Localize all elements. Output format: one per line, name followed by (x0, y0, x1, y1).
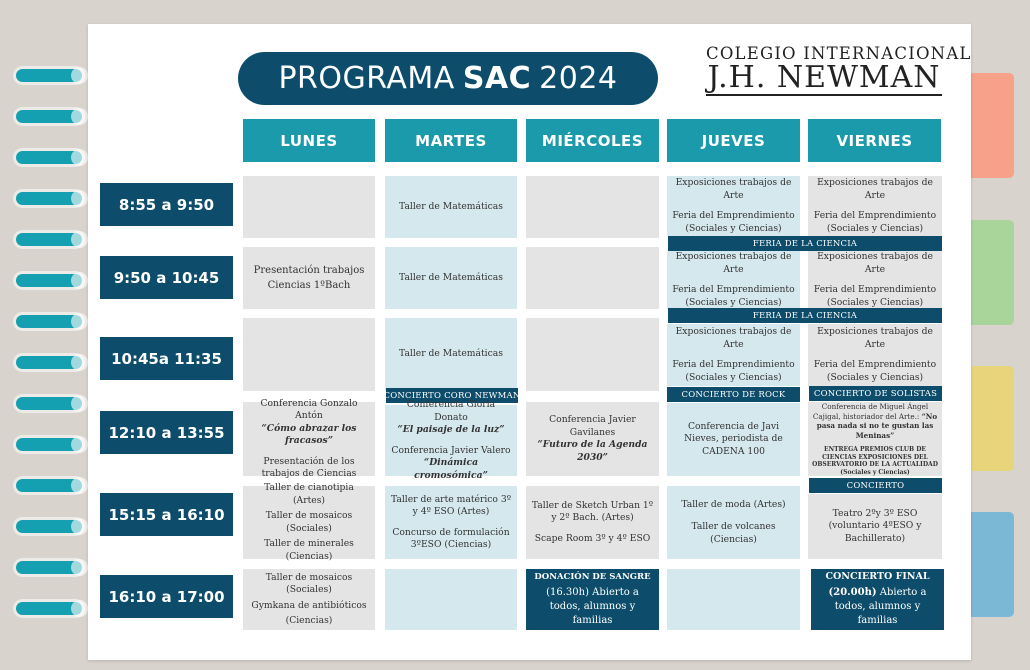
time-slot-1: 8:55 a 9:50 (100, 183, 233, 226)
banner-concierto-solistas: CONCIERTO DE SOLISTAS (809, 386, 942, 401)
time-slot-5: 15:15 a 16:10 (100, 493, 233, 536)
binding-ring (16, 397, 82, 410)
cell-text: Presentación de los trabajos de Ciencias (261, 455, 357, 479)
cell-text: Exposiciones trabajos de Arte (675, 251, 792, 275)
cell-text: Conferencia de Javi Nieves, periodista de CADENA 100 (684, 420, 783, 457)
binding-ring (16, 274, 82, 287)
binding-ring (16, 110, 82, 123)
side-tab-yellow (971, 366, 1014, 471)
cell-martes-2 (385, 247, 517, 309)
cell-text: “El paisaje de la luz” (397, 424, 505, 435)
cell-text: Feria del Emprendimiento (Sociales y Ciencias) (672, 359, 795, 383)
cell-text: Teatro 2ºy 3º ESO (voluntario 4ºESO y Bachillerato) (828, 507, 922, 544)
side-tab-blue (971, 512, 1014, 617)
cell-text: “Futuro de la Agenda 2030” (537, 439, 648, 463)
time-slot-4: 12:10 a 13:55 (100, 411, 233, 454)
school-logo (706, 44, 972, 96)
cell-viernes-1 (808, 176, 942, 236)
logo-line1: COLEGIO INTERNACIONAL (706, 44, 972, 63)
cell-text: Taller de cianotipia (Artes) (264, 482, 354, 506)
cell-viernes-3 (808, 324, 942, 386)
cell-lunes-4 (243, 397, 375, 479)
cell-text: (Ciencias) (285, 615, 333, 626)
cell-text: Taller de minerales (Ciencias) (264, 538, 354, 562)
day-header-lunes: LUNES (243, 119, 375, 162)
day-header-viernes: VIERNES (808, 119, 941, 162)
cell-text: Taller de mosaicos (Sociales) (265, 571, 353, 595)
time-slot-6: 16:10 a 17:00 (100, 575, 233, 618)
cell-text: “Cómo abrazar los fracasos” (261, 422, 357, 446)
cell-jueves-6 (667, 569, 800, 630)
cell-text (812, 402, 938, 440)
binding-ring (16, 479, 82, 492)
cell-text: Feria del Emprendimiento (Sociales y Ciencias) (672, 284, 795, 308)
cell-lunes-3 (243, 318, 375, 391)
cell-text: Taller de arte matérico 3º y 4º ESO (Artes) (390, 493, 512, 517)
binding-ring (16, 151, 82, 164)
title-year: 2024 (539, 61, 618, 96)
cell-jueves-5 (667, 486, 800, 559)
cell-viernes-2 (808, 251, 942, 309)
binding-ring (16, 356, 82, 369)
cell-text: Feria del Emprendimiento (Sociales y Ciencias) (672, 210, 795, 234)
binding-ring (16, 438, 82, 451)
cell-text: Exposiciones trabajos de Arte (675, 177, 792, 201)
day-header-jueves: JUEVES (667, 119, 800, 162)
cell-miercoles-4 (526, 402, 659, 476)
cell-lunes-6 (243, 569, 375, 630)
binding-ring (16, 520, 82, 533)
cell-text: Feria del Emprendimiento (Sociales y Ciencias) (813, 359, 937, 383)
day-header-miercoles: MIÉRCOLES (526, 119, 659, 162)
cell-text: CONCIERTO FINAL (825, 571, 930, 583)
binding-ring (16, 561, 82, 574)
cell-text: Conferencia Javier Valero (391, 444, 511, 456)
cell-text: (16.30h) Abierto a todos, alumnos y familias (546, 586, 639, 626)
cell-text: ENTREGA PREMIOS CLUB DE CIENCIAS EXPOSICIONES DEL OBSERVATORIO DE LA ACTUALIDAD (Sociales y Ciencias) (812, 446, 938, 476)
side-tab-green (971, 220, 1014, 325)
cell-text: (20.00h) (828, 586, 877, 598)
cell-text: Gymkana de antibióticos (251, 599, 367, 611)
binding-ring (16, 315, 82, 328)
cell-text: Conferencia Javier Gavilanes (549, 414, 636, 438)
cell-martes-3 (385, 318, 517, 391)
binding-ring (16, 233, 82, 246)
cell-miercoles-6 (526, 569, 659, 630)
banner-concierto-coro: CONCIERTO CORO NEWMAN (386, 388, 518, 403)
cell-text: Feria del Emprendimiento (Sociales y Ciencias) (813, 284, 937, 308)
time-slot-3: 10:45a 11:35 (100, 337, 233, 380)
cell-jueves-4 (667, 403, 800, 476)
banner-feria-ciencia-2: FERIA DE LA CIENCIA (668, 308, 942, 323)
cell-text: Taller de Matemáticas (399, 271, 503, 283)
time-slot-2: 9:50 a 10:45 (100, 256, 233, 299)
cell-text: Abierto a todos, alumnos y familias (834, 586, 927, 626)
title-bold: SAC (462, 61, 532, 96)
cell-text: Presentación trabajos Ciencias 1ºBach (253, 265, 365, 291)
cell-viernes-6 (811, 569, 944, 630)
cell-text: Scape Room 3º y 4º ESO (534, 532, 651, 544)
cell-text: Feria del Emprendimiento (Sociales y Ciencias) (813, 210, 937, 234)
cell-text: Taller de Matemáticas (399, 200, 503, 212)
day-header-martes: MARTES (385, 119, 517, 162)
cell-text: Concurso de formulación 3ºESO (Ciencias) (392, 526, 510, 550)
cell-miercoles-5 (526, 486, 659, 559)
cell-jueves-3 (667, 324, 800, 386)
cell-lunes-5 (243, 482, 375, 562)
cell-text: Taller de volcanes (Ciencias) (691, 521, 776, 545)
cell-jueves-1 (667, 176, 800, 236)
cell-lunes-2 (243, 247, 375, 309)
cell-text: Conferencia de Miguel Ángel Cajigal, historiador del Arte.: (812, 402, 929, 421)
cell-text: Taller de mosaicos (Sociales) (265, 510, 353, 534)
cell-martes-4 (385, 399, 517, 481)
cell-viernes-4 (808, 402, 942, 476)
cell-text: Conferencia Gloria Donato (406, 399, 496, 423)
cell-miercoles-3 (526, 318, 659, 391)
cell-text: Exposiciones trabajos de Arte (817, 251, 933, 275)
cell-martes-1 (385, 176, 517, 238)
binding-ring (16, 192, 82, 205)
cell-martes-5 (385, 486, 517, 559)
banner-concierto: CONCIERTO (809, 478, 942, 493)
cell-text: DONACIÓN DE SANGRE (534, 572, 651, 583)
cell-text: Conferencia Gonzalo Antón (260, 397, 358, 421)
cell-viernes-5 (808, 494, 942, 559)
logo-line2: J.H. NEWMAN (707, 60, 941, 95)
binding-ring (16, 69, 82, 82)
cell-miercoles-2 (526, 247, 659, 309)
cell-jueves-2 (667, 251, 800, 309)
cell-miercoles-1 (526, 176, 659, 238)
side-tab-red (971, 73, 1014, 178)
cell-lunes-1 (243, 176, 375, 238)
title-prefix: PROGRAMA (278, 61, 455, 96)
cell-text: Taller de Sketch Urban 1º y 2º Bach. (Artes) (531, 499, 654, 524)
cell-text: Taller de Matemáticas (399, 348, 503, 360)
cell-text: Taller de moda (Artes) (681, 498, 786, 510)
cell-martes-6 (385, 569, 517, 630)
binding-ring (16, 602, 82, 615)
cell-text: “No pasa nada si no te gustan las Meninas” (816, 411, 938, 440)
banner-concierto-rock: CONCIERTO DE ROCK (667, 387, 800, 402)
cell-text: Exposiciones trabajos de Arte (675, 326, 792, 350)
cell-text: Exposiciones trabajos de Arte (817, 326, 933, 350)
page-title (238, 52, 658, 105)
cell-text: Exposiciones trabajos de Arte (817, 177, 933, 201)
banner-feria-ciencia-1: FERIA DE LA CIENCIA (668, 236, 942, 251)
cell-text: “Dinámica cromosómica” (414, 457, 488, 481)
